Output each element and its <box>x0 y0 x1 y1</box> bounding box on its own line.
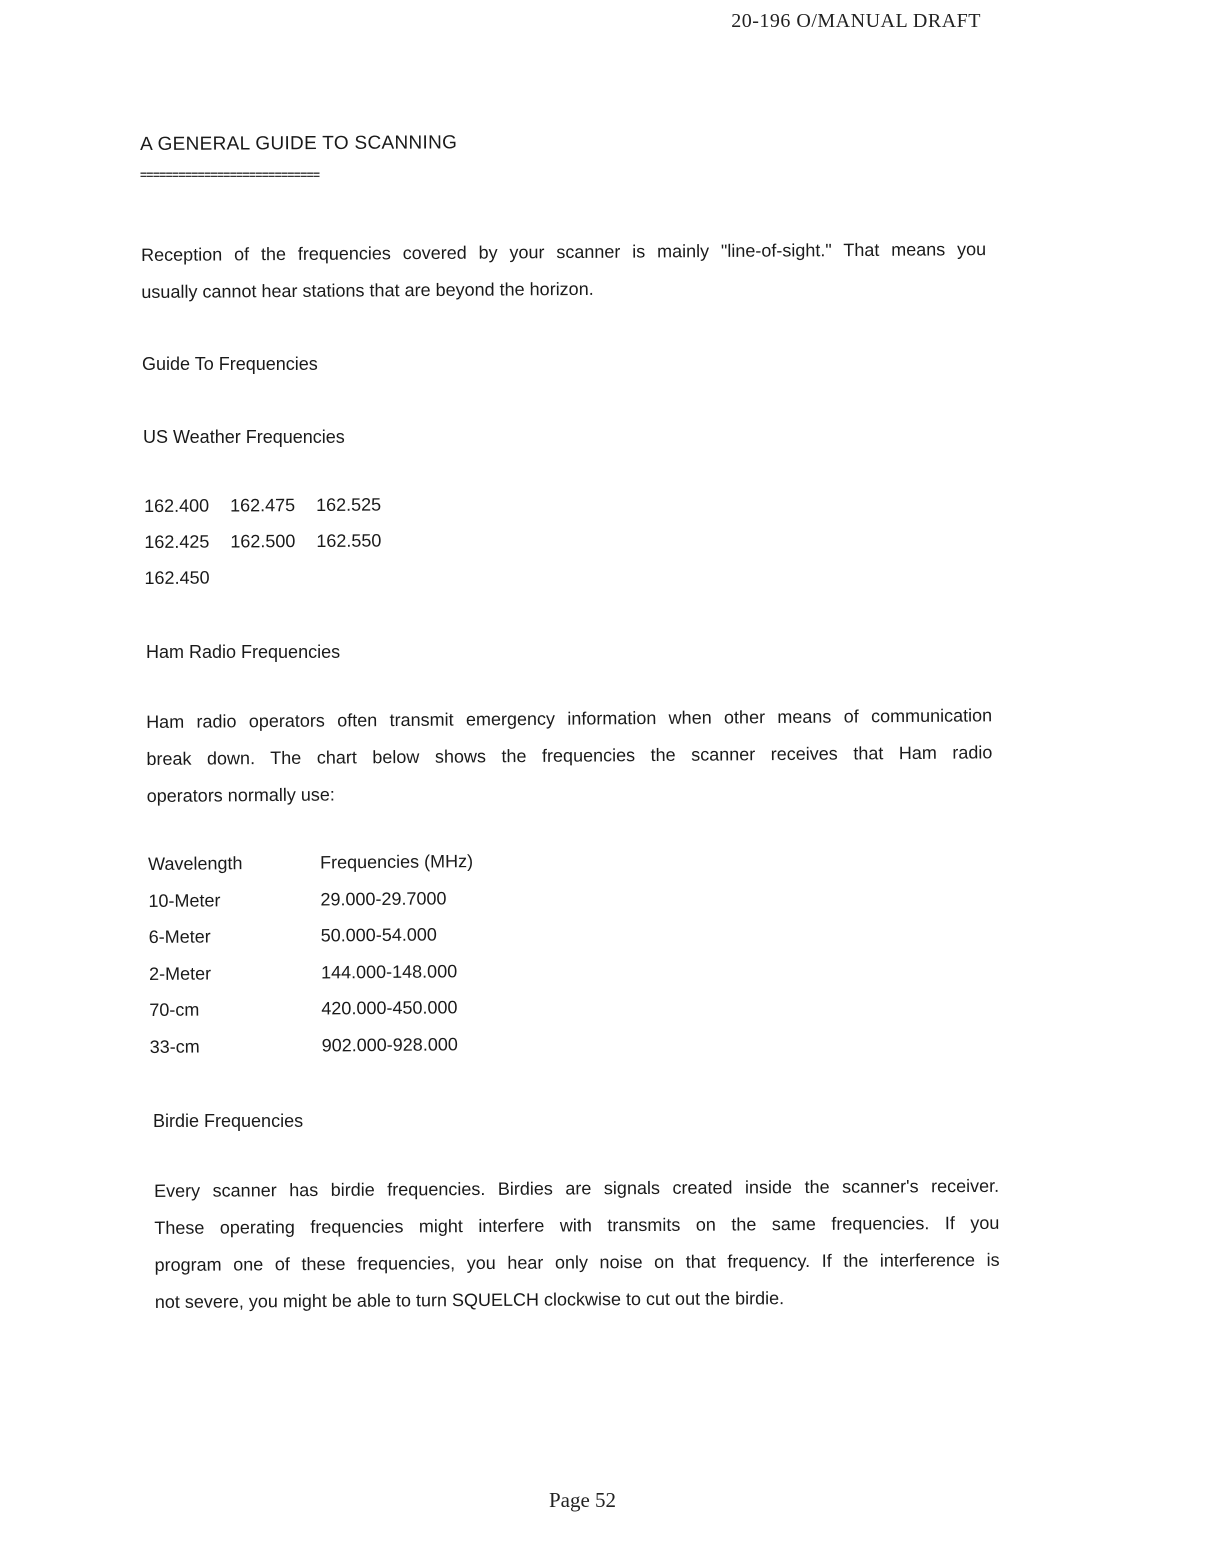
list-item <box>144 494 402 532</box>
frequency-cell: 902.000-928.000 <box>321 1033 458 1055</box>
page-number: Page 52 <box>548 1488 617 1512</box>
birdie-paragraph-line: These operating frequencies might interfere with transmits on the same frequencies. If you <box>154 1212 1000 1238</box>
ham-paragraph-line: break down. The chart below shows the frequencies the scanner receives that Ham radio <box>146 742 993 769</box>
table-row <box>148 887 540 927</box>
ham-paragraph-line: operators normally use: <box>146 784 335 806</box>
frequency-cell: 144.000-148.000 <box>320 960 458 982</box>
table-row <box>149 960 541 1000</box>
intro-line: usually cannot hear stations that are beyond the horizon. <box>141 278 594 302</box>
frequency-cell: 50.000-54.000 <box>320 924 437 946</box>
list-item <box>144 566 402 604</box>
frequency-cell: 29.000-29.7000 <box>320 887 447 909</box>
list-item <box>144 530 402 568</box>
intro-paragraph <box>141 231 986 311</box>
weather-frequency: 162.450 <box>144 567 210 588</box>
frequency-cell: 420.000-450.000 <box>321 997 458 1019</box>
wavelength-cell: 2-Meter <box>148 962 212 984</box>
weather-frequency: 162.475 <box>229 495 296 516</box>
section-title: A GENERAL GUIDE TO SCANNING <box>140 132 458 155</box>
ham-frequency-table <box>148 851 542 1073</box>
table-header-row <box>148 851 540 891</box>
wavelength-cell: 70-cm <box>149 999 200 1020</box>
birdie-paragraph-line: Every scanner has birdie frequencies. Birdies are signals created inside the scanner's receiver. <box>154 1175 1000 1201</box>
birdie-paragraph <box>154 1168 1000 1321</box>
birdie-paragraph-line: program one of these frequencies, you hear only noise on that frequency. If the interference is <box>154 1249 1000 1275</box>
wavelength-cell: 10-Meter <box>148 889 221 911</box>
weather-frequency: 162.425 <box>144 531 210 552</box>
weather-frequency: 162.400 <box>144 495 210 516</box>
document-header: 20-196 O/MANUAL DRAFT <box>731 10 981 32</box>
column-header-wavelength: Wavelength <box>148 853 243 874</box>
weather-frequency: 162.525 <box>315 494 382 515</box>
birdie-paragraph-line: not severe, you might be able to turn SQUELCH clockwise to cut out the birdie. <box>154 1288 785 1312</box>
weather-frequency-list <box>144 494 403 604</box>
ham-paragraph-line: Ham radio operators often transmit emergency information when other means of communication <box>146 705 993 732</box>
column-header-frequencies: Frequencies (MHz) <box>319 851 474 873</box>
weather-frequency: 162.500 <box>230 531 296 552</box>
birdie-heading: Birdie Frequencies <box>153 1111 304 1131</box>
guide-heading: Guide To Frequencies <box>142 354 318 374</box>
wavelength-cell: 6-Meter <box>148 926 211 947</box>
weather-frequency: 162.550 <box>316 530 382 551</box>
wavelength-cell: 33-cm <box>149 1036 200 1057</box>
table-row <box>150 1033 542 1073</box>
ham-paragraph <box>146 697 993 815</box>
weather-heading: US Weather Frequencies <box>143 427 345 447</box>
table-row <box>149 924 541 964</box>
section-title-underline: ============================ <box>140 168 320 182</box>
ham-heading: Ham Radio Frequencies <box>146 642 341 662</box>
intro-line: Reception of the frequencies covered by your scanner is mainly "line-of-sight." That means you <box>141 239 987 265</box>
table-row <box>149 997 541 1037</box>
